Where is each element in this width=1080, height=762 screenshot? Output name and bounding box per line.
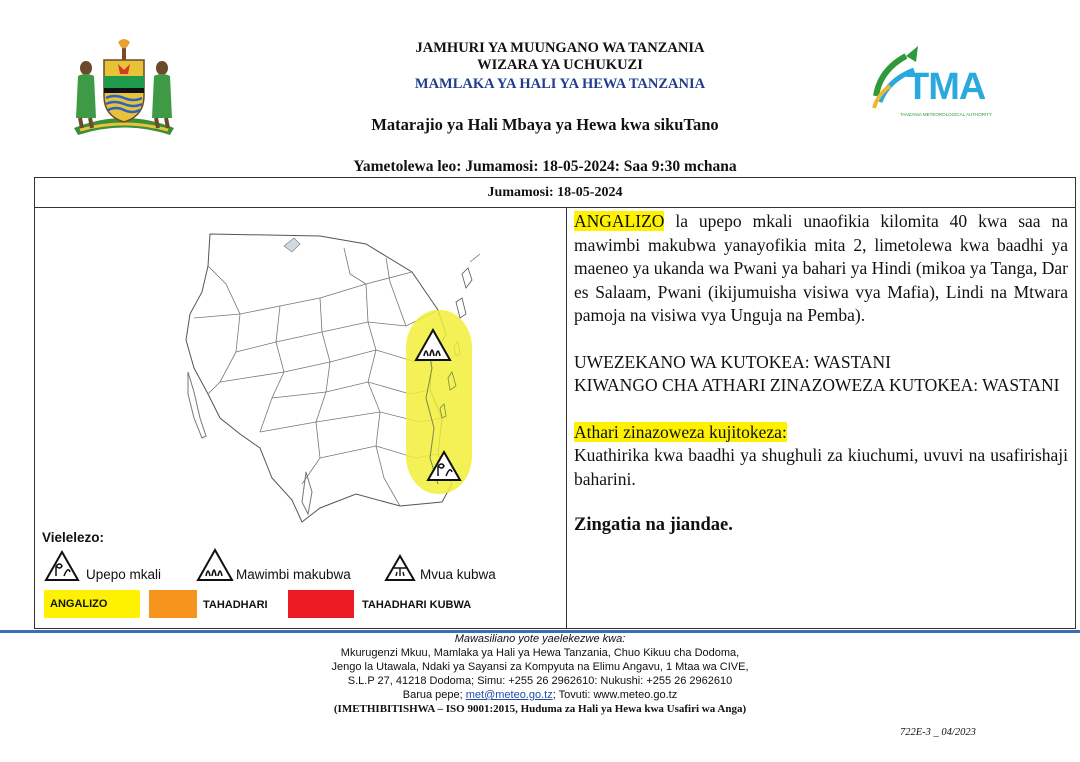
legend-wind-label: Upepo mkali (86, 567, 162, 582)
impact-level-text: KIWANGO CHA ATHARI ZINAZOWEZA KUTOKEA: WASTANI (574, 375, 1060, 395)
document-code: 722E-3 _ 04/2023 (900, 727, 976, 738)
footer-address-1: Mkurugenzi Mkuu, Mamlaka ya Hali ya Hewa Tanzania, Chuo Kikuu cha Dodoma, (340, 647, 740, 659)
footer-certification: (IMETHIBITISHWA – ISO 9001:2015, Huduma za Hali ya Hewa kwa Usafiri wa Anga) (333, 703, 747, 715)
impacts-heading: Athari zinazoweza kujitokeza: (574, 421, 787, 442)
wind-warning-icon (44, 550, 80, 582)
tma-logo-text: TMA (906, 66, 986, 108)
legend-title: Vielelezo: (42, 530, 105, 545)
website-link[interactable]: www.meteo.go.tz (593, 689, 678, 701)
warning-keyword: ANGALIZO (574, 211, 665, 231)
map-wind-warning-icon (426, 450, 462, 482)
legend-rain-label: Mvua kubwa (420, 567, 496, 582)
legend-level-angalizo: ANGALIZO (50, 598, 108, 610)
legend-waves-label: Mawimbi makubwa (236, 567, 351, 582)
header-republic: JAMHURI YA MUUNGANO WA TANZANIA (415, 40, 705, 56)
coat-of-arms-emblem (66, 38, 182, 138)
footer-address-2: Jengo la Utawala, Ndaki ya Sayansi za Kompyuta na Elimu Angavu, 1 Mtaa wa CIVE, (331, 661, 749, 673)
email-label: Barua pepe; (402, 689, 466, 701)
footer-email-web (240, 689, 840, 703)
impacts-text: Kuathirika kwa baadhi ya shughuli za kiuchumi, uvuvi na usafirishaji baharini. (574, 445, 1068, 489)
footer-address-3: S.L.P 27, 41218 Dodoma; Simu: +255 26 2962610: Nukushi: +255 26 2962610 (347, 675, 733, 687)
warning-text: la upepo mkali unaofikia kilomita 40 kwa saa na mawimbi makubwa yanayofikia mita 2, limetolewa kwa baadhi ya maeneo ya ukanda wa Pwani ya bahari ya Hindi (mikoa ya Tanga, Dar es Salaam, Pwani (ikijumuisha visiwa vya Mafia), Lindi na Mtwara pamoja na visiwa vya Unguja na Pemba). (574, 211, 1068, 325)
header-authority: MAMLAKA YA HALI YA HEWA TANZANIA (414, 76, 706, 92)
page-title: Matarajio ya Hali Mbaya ya Hewa kwa sikuTano (371, 115, 719, 134)
website-label: ; Tovuti: (552, 689, 594, 701)
warning-paragraph (574, 210, 1068, 328)
advice-text: Zingatia na jiandae. (574, 515, 733, 535)
impacts-heading-paragraph (574, 421, 1068, 445)
legend-level-tahadhari-kubwa: TAHADHARI KUBWA (362, 599, 472, 611)
header-ministry: WIZARA YA UCHUKUZI (477, 57, 643, 73)
email-link[interactable]: met@meteo.go.tz (465, 689, 553, 701)
legend-swatch-tahadhari (149, 590, 197, 618)
column-divider (566, 208, 567, 629)
tma-logo (866, 36, 1006, 126)
legend-level-tahadhari: TAHADHARI (203, 599, 268, 611)
tma-logo-subtext: TANZANIA METEOROLOGICAL AUTHORITY (900, 112, 993, 117)
likelihood-text: UWEZEKANO WA KUTOKEA: WASTANI (574, 351, 891, 372)
issued-date: Yametolewa leo: Jumamosi: 18-05-2024: Saa 9:30 mchana (353, 158, 737, 175)
heavy-rain-warning-icon (384, 554, 416, 582)
waves-warning-icon (196, 548, 234, 582)
legend-swatch-tahadhari-kubwa (288, 590, 354, 618)
forecast-date-row: Jumamosi: 18-05-2024 (34, 177, 1076, 208)
forecast-description (574, 210, 1068, 538)
map-waves-warning-icon (414, 328, 452, 362)
footer-contact-heading: Mawasiliano yote yaelekezwe kwa: (454, 633, 626, 645)
